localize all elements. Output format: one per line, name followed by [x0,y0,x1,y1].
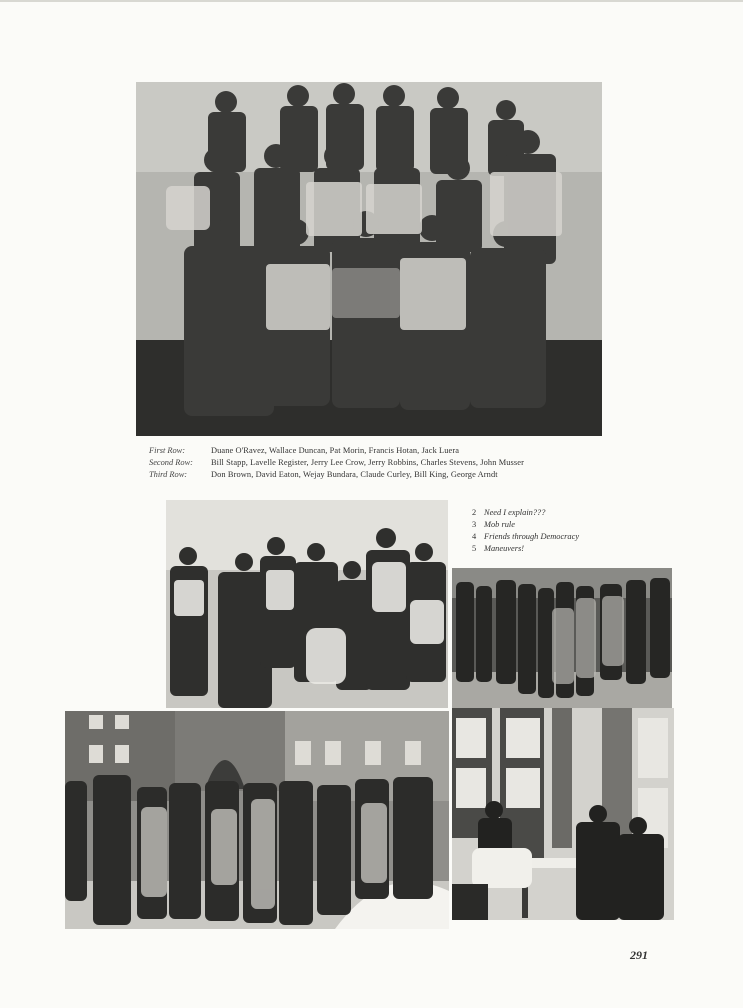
caption-text: Need I explain??? [484,508,546,517]
caption-first-row [149,445,609,457]
row-label: First Row: [149,446,186,455]
caption-number: 4 [472,532,477,541]
group-photo-caption [149,445,609,481]
street-crowd-photo [65,711,449,929]
caption-text: Friends through Democracy [484,532,580,541]
caption-third-row [149,469,609,481]
caption-text: Mob rule [484,520,515,529]
photo-caption [472,531,672,543]
page-number: 291 [630,948,648,962]
row-label: Third Row: [149,470,188,479]
group-photo [136,82,602,436]
cafe-table-photo [452,708,674,920]
photo-caption [472,507,672,519]
photo-caption [472,543,672,555]
row-label: Second Row: [149,458,193,467]
row-names: Bill Stapp, Lavelle Register, Jerry Lee Crow, Jerry Robbins, Charles Stevens, John Musser [211,458,524,467]
caption-number: 5 [472,544,477,553]
photo-captions-list [472,507,672,555]
caption-number: 3 [472,520,477,529]
caption-second-row [149,457,609,469]
caption-text: Maneuvers! [484,544,524,553]
caption-number: 2 [472,508,477,517]
row-names: Duane O'Ravez, Wallace Duncan, Pat Morin, Francis Hotan, Jack Luera [211,446,460,455]
page-top-edge [0,0,743,2]
crowd-hall-photo [452,568,672,708]
costume-group-photo [166,500,448,708]
photo-caption [472,519,672,531]
row-names: Don Brown, David Eaton, Wejay Bundara, Claude Curley, Bill King, George Arndt [211,470,498,479]
